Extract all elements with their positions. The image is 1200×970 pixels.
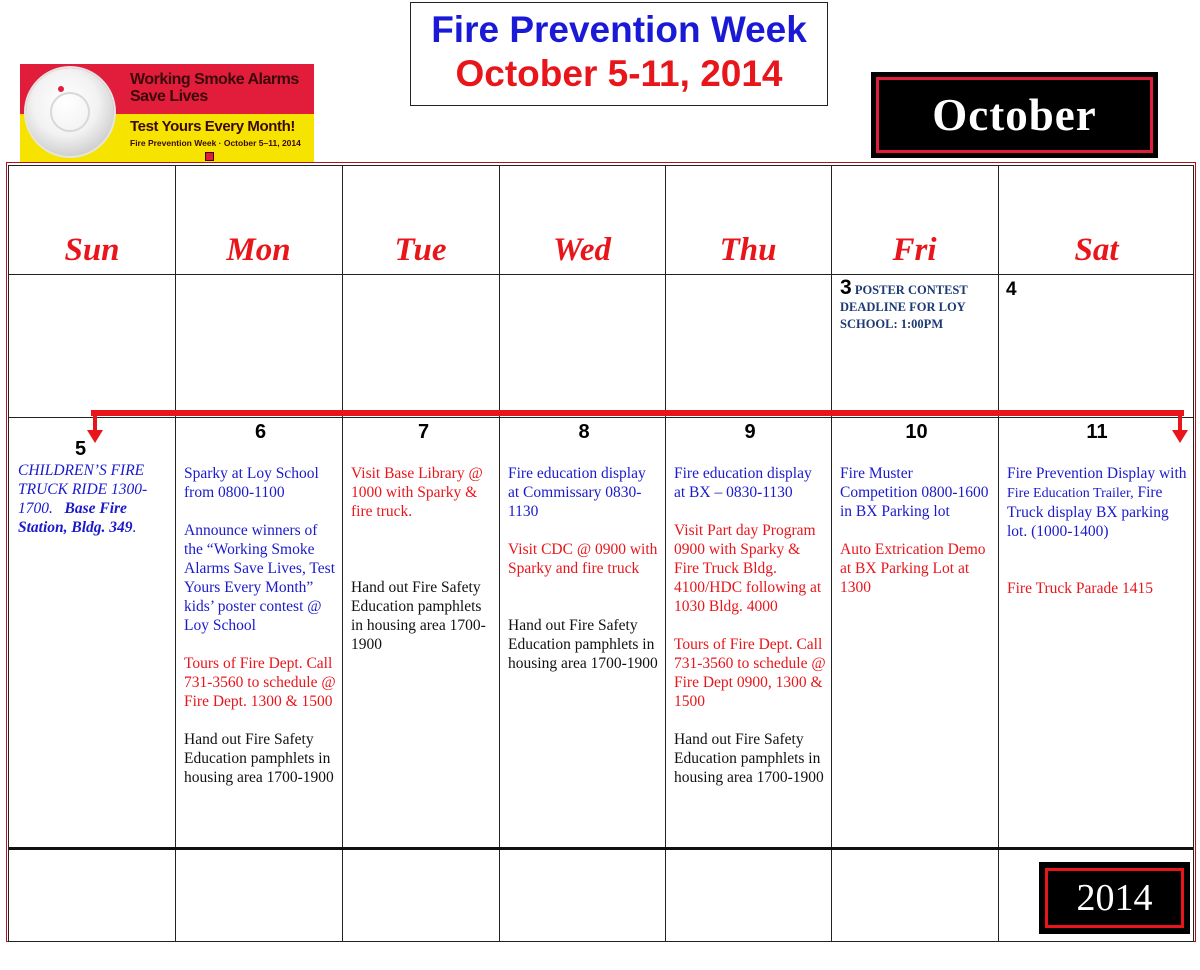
- event-pamphlets: Hand out Fire Safety Education pamphlets in housing area 1700-1900: [508, 617, 658, 672]
- banner-headline: Working Smoke Alarms Save Lives: [130, 71, 299, 105]
- event-fire-muster: Fire Muster Competition 0800-1600 in BX Parking lot: [840, 465, 989, 520]
- weekday-sun: Sun: [64, 232, 120, 268]
- day-number: 7: [417, 421, 430, 443]
- day-cell-3: [840, 276, 995, 333]
- day-number: 3: [840, 276, 852, 299]
- week-start-arrowhead-icon: [87, 430, 103, 443]
- day-cell-4: [1006, 279, 1046, 301]
- event-commissary-display: Fire education display at Commissary 0830-1130: [508, 465, 646, 520]
- month-label: October: [876, 77, 1153, 153]
- page-title-box: [410, 2, 828, 106]
- day-number: 8: [578, 421, 590, 443]
- day-number: 11: [1086, 421, 1108, 443]
- banner-cta: Test Yours Every Month!: [130, 118, 295, 135]
- nfpa-logo-icon: [205, 152, 214, 161]
- event-base-library: Visit Base Library @ 1000 with Sparky & fire truck.: [351, 465, 483, 520]
- event-visit-cdc: Visit CDC @ 0900 with Sparky and fire truck: [508, 541, 658, 577]
- event-pamphlets: Hand out Fire Safety Education pamphlets in housing area 1700-1900: [351, 579, 486, 653]
- day-cell-10: [840, 421, 993, 597]
- day-cell-5: [18, 438, 170, 537]
- day-cell-7: [351, 421, 496, 654]
- event-announce-winners: Announce winners of the “Working Smoke Alarms Save Lives, Test Yours Every Month” kids’ poster contest @ Loy School: [184, 522, 336, 634]
- banner-small-text: Fire Prevention Week · October 5–11, 2014: [130, 138, 301, 148]
- event-sparky-loy-school: Sparky at Loy School from 0800-1100: [184, 465, 319, 501]
- smoke-alarm-banner: [20, 64, 314, 163]
- weekday-wed: Wed: [552, 232, 612, 268]
- event-fire-dept-tours: Tours of Fire Dept. Call 731-3560 to schedule @ Fire Dept 0900, 1300 & 1500: [674, 636, 826, 710]
- day-number: 4: [1006, 279, 1017, 300]
- day-cell-8: [508, 421, 660, 673]
- day-cell-6: [184, 421, 337, 787]
- day-number: 9: [744, 421, 756, 443]
- event-part-day-program: Visit Part day Program 0900 with Sparky & Fire Truck Bldg. 4100/HDC following at 1030 Bldg. 4000: [674, 522, 822, 615]
- smoke-alarm-icon: [26, 68, 114, 156]
- event-childrens-fire-truck-ride: CHILDREN’S FIRE TRUCK RIDE 1300-1700. Base Fire Station, Bldg. 349.: [18, 462, 148, 536]
- event-auto-extrication: Auto Extrication Demo at BX Parking Lot at 1300: [840, 541, 986, 596]
- event-poster-deadline-2: DEADLINE FOR LOY SCHOOL: 1:00PM: [840, 300, 966, 331]
- weekday-sat: Sat: [1074, 232, 1119, 268]
- event-poster-deadline-1: POSTER CONTEST: [854, 283, 968, 297]
- week-end-arrowhead-icon: [1172, 430, 1188, 443]
- day-cell-9: [674, 421, 826, 787]
- month-label-box: [871, 72, 1158, 158]
- event-pamphlets: Hand out Fire Safety Education pamphlets in housing area 1700-1900: [184, 731, 334, 786]
- day-cell-11: [1007, 421, 1187, 598]
- event-pamphlets: Hand out Fire Safety Education pamphlets in housing area 1700-1900: [674, 731, 824, 786]
- weekday-tue: Tue: [394, 232, 447, 268]
- day-number: 10: [905, 421, 928, 443]
- year-label: 2014: [1045, 868, 1184, 928]
- calendar-grid: [8, 165, 1194, 942]
- weekday-fri: Fri: [892, 232, 937, 268]
- week-start-arrow: [93, 410, 97, 432]
- page-subtitle-dates: October 5-11, 2014: [455, 53, 783, 94]
- day-number: 6: [254, 421, 267, 443]
- week-span-line: [91, 410, 1184, 416]
- weekday-thu: Thu: [719, 232, 777, 268]
- day-number: 5: [75, 438, 87, 460]
- year-label-box: [1039, 862, 1190, 934]
- event-fire-prevention-display: Fire Prevention Display with Fire Education Trailer, Fire Truck display BX parking lot. (1000-1400): [1007, 465, 1187, 540]
- week-end-arrow: [1178, 410, 1182, 432]
- event-fire-dept-tours: Tours of Fire Dept. Call 731-3560 to schedule @ Fire Dept. 1300 & 1500: [184, 655, 336, 710]
- page-title: Fire Prevention Week: [431, 9, 807, 50]
- event-fire-truck-parade: Fire Truck Parade 1415: [1007, 580, 1153, 597]
- weekday-mon: Mon: [226, 232, 291, 268]
- event-bx-display: Fire education display at BX – 0830-1130: [674, 465, 812, 501]
